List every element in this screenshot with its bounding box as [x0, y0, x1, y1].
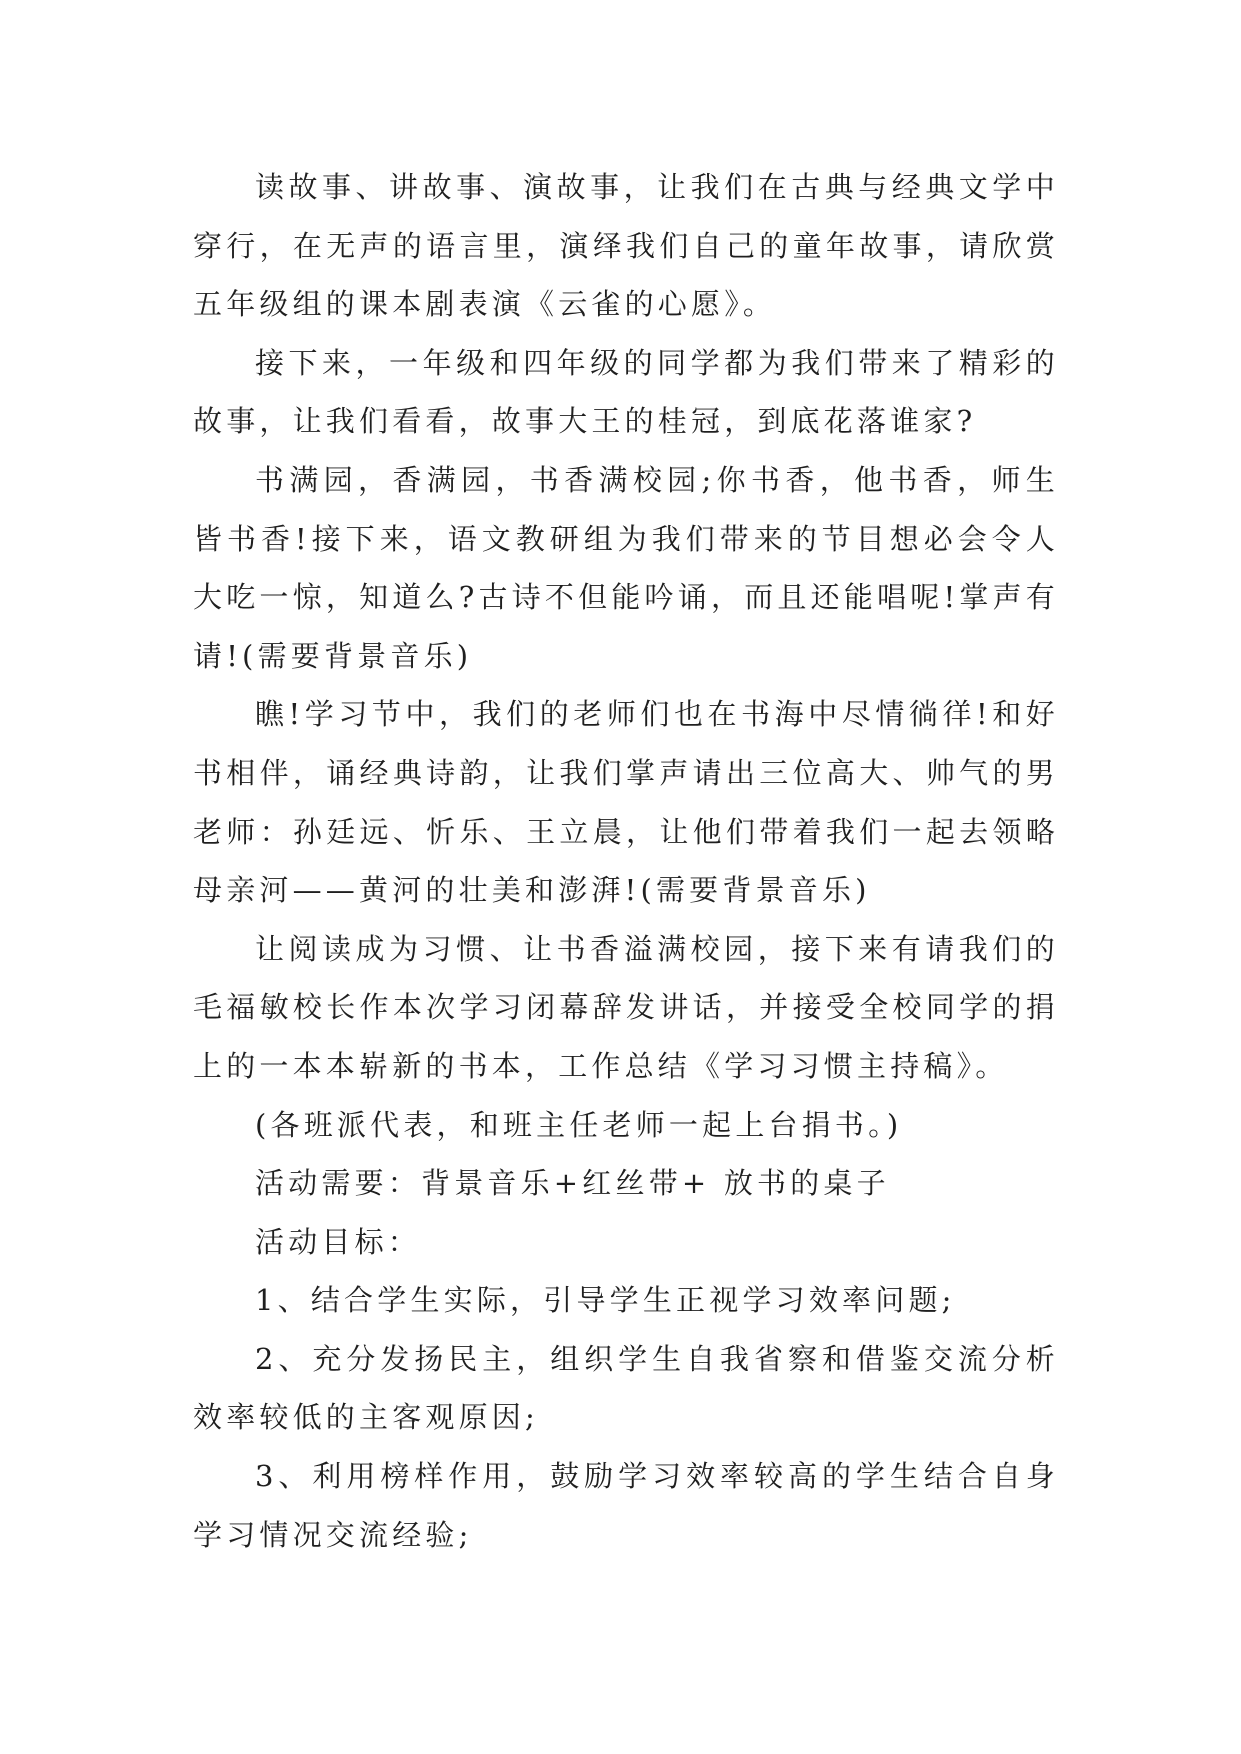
- paragraph-reading-stories: 读故事、讲故事、演故事，让我们在古典与经典文学中穿行，在无声的语言里，演绎我们自己的童年故事，请欣赏五年级组的课本剧表演《云雀的心愿》。: [193, 170, 1059, 322]
- paragraph-teachers-recital: 瞧!学习节中，我们的老师们也在书海中尽情徜徉!和好书相伴，诵经典诗韵，让我们掌声请出三位高大、帅气的男老师：孙廷远、忻乐、王立晨，让他们带着我们一起去领略母亲河——黄河的壮美和澎湃!(需要背景音乐): [193, 697, 1059, 908]
- paragraph-story-king: 接下来，一年级和四年级的同学都为我们带来了精彩的故事，让我们看看，故事大王的桂冠，到底花落谁家?: [193, 345, 1059, 439]
- document-body: [193, 158, 1059, 1564]
- list-item-goal-2: 2、充分发扬民主，组织学生自我省察和借鉴交流分析效率较低的主客观原因;: [193, 1341, 1059, 1435]
- list-item-goal-3: 3、利用榜样作用，鼓励学习效率较高的学生结合自身学习情况交流经验;: [193, 1459, 1059, 1552]
- paragraph-activity-needs: 活动需要：背景音乐+红丝带+ 放书的桌子: [255, 1166, 890, 1201]
- paragraph-activity-goals-heading: 活动目标：: [255, 1224, 422, 1259]
- list-item-goal-1: 1、结合学生实际，引导学生正视学习效率问题;: [255, 1283, 956, 1318]
- paragraph-book-donation: (各班派代表，和班主任老师一起上台捐书。): [255, 1107, 903, 1142]
- paragraph-chinese-group: 书满园，香满园，书香满校园;你书香，他书香，师生皆书香!接下来，语文教研组为我们带来的节目想必会令人大吃一惊，知道么?古诗不但能吟诵，而且还能唱呢!掌声有请!(需要背景音乐): [193, 462, 1059, 673]
- paragraph-principal-speech: 让阅读成为习惯、让书香溢满校园，接下来有请我们的毛福敏校长作本次学习闭幕辞发讲话，并接受全校同学的捐上的一本本崭新的书本，工作总结《学习习惯主持稿》。: [193, 931, 1059, 1083]
